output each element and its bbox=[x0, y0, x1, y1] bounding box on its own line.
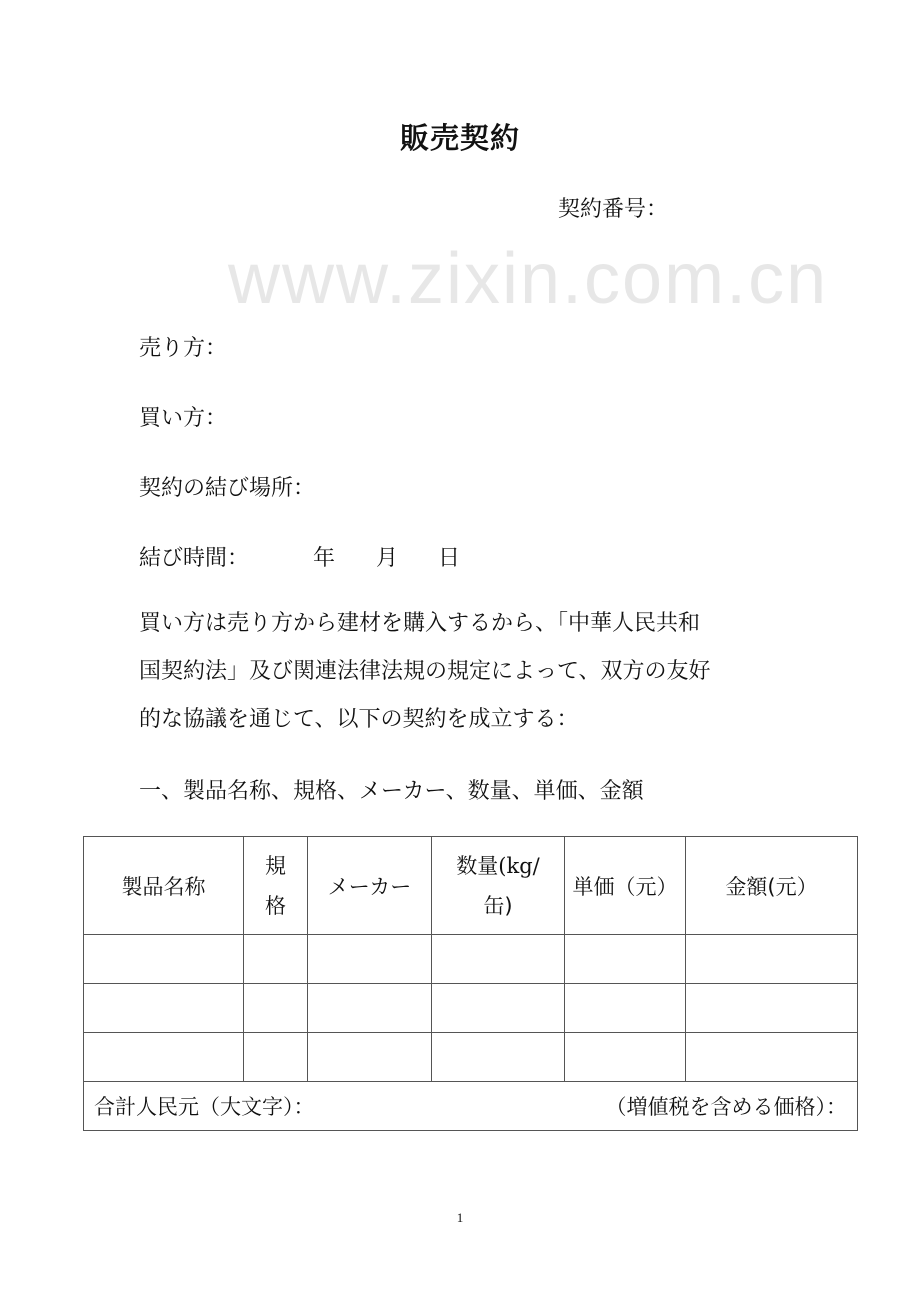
intro-paragraph bbox=[139, 600, 711, 744]
header-maker: メーカー bbox=[308, 837, 432, 935]
header-quantity bbox=[432, 837, 565, 935]
contract-number-label: 契約番号： bbox=[558, 197, 669, 222]
product-table bbox=[83, 836, 858, 1131]
total-cell bbox=[84, 1082, 858, 1131]
seller-label: 売り方： bbox=[139, 336, 228, 361]
table-cell[interactable] bbox=[308, 935, 432, 984]
table-cell[interactable] bbox=[432, 935, 565, 984]
contract-place-label: 契約の結び場所： bbox=[139, 476, 316, 501]
table-cell[interactable] bbox=[308, 984, 432, 1033]
table-cell[interactable] bbox=[686, 1033, 858, 1082]
table-cell[interactable] bbox=[308, 1033, 432, 1082]
tax-included-label: （増値税を含める価格）： bbox=[605, 1095, 847, 1119]
table-cell[interactable] bbox=[84, 935, 244, 984]
section-heading: 一、製品名称、規格、メーカー、数量、単価、金額 bbox=[139, 779, 644, 804]
header-spec-line: 規 bbox=[265, 853, 286, 878]
table-cell[interactable] bbox=[565, 984, 686, 1033]
header-spec bbox=[244, 837, 308, 935]
header-quantity-label: 数量 bbox=[456, 853, 499, 878]
table-row bbox=[84, 984, 858, 1033]
table-cell[interactable] bbox=[432, 1033, 565, 1082]
header-amount: 金額(元） bbox=[686, 837, 858, 935]
header-quantity-line: 缶) bbox=[483, 893, 513, 918]
table-cell[interactable] bbox=[84, 984, 244, 1033]
intro-line: 買い方は売り方から建材を購入するから、「中華人民共和 bbox=[139, 611, 701, 636]
watermark: www.zixin.com.cn bbox=[228, 239, 829, 319]
table-row bbox=[84, 935, 858, 984]
table-cell[interactable] bbox=[244, 1033, 308, 1082]
table-cell[interactable] bbox=[432, 984, 565, 1033]
page-number: 1 bbox=[456, 1210, 464, 1225]
table-cell[interactable] bbox=[565, 1033, 686, 1082]
year-unit: 年 bbox=[313, 546, 336, 571]
table-header-row bbox=[84, 837, 858, 935]
total-amount-label: 合計人民元（大文字）： bbox=[94, 1095, 315, 1119]
month-unit: 月 bbox=[376, 546, 399, 571]
table-cell[interactable] bbox=[244, 935, 308, 984]
table-cell[interactable] bbox=[84, 1033, 244, 1082]
header-product-name: 製品名称 bbox=[84, 837, 244, 935]
document-title: 販売契約 bbox=[399, 121, 520, 155]
intro-line: 国契約法」及び関連法律法規の規定によって、双方の友好 bbox=[139, 659, 711, 684]
header-unit-price: 単価（元） bbox=[565, 837, 686, 935]
contract-time-label: 結び時間： bbox=[139, 546, 250, 571]
table-cell[interactable] bbox=[686, 984, 858, 1033]
day-unit: 日 bbox=[438, 546, 461, 571]
table-cell[interactable] bbox=[244, 984, 308, 1033]
table-cell[interactable] bbox=[686, 935, 858, 984]
table-row bbox=[84, 1033, 858, 1082]
intro-line: 的な協議を通じて、以下の契約を成立する： bbox=[139, 707, 579, 732]
buyer-label: 買い方： bbox=[139, 406, 228, 431]
header-quantity-unit: (kg/ bbox=[498, 853, 540, 878]
header-spec-line: 格 bbox=[265, 893, 286, 918]
total-row bbox=[84, 1082, 858, 1131]
table-cell[interactable] bbox=[565, 935, 686, 984]
